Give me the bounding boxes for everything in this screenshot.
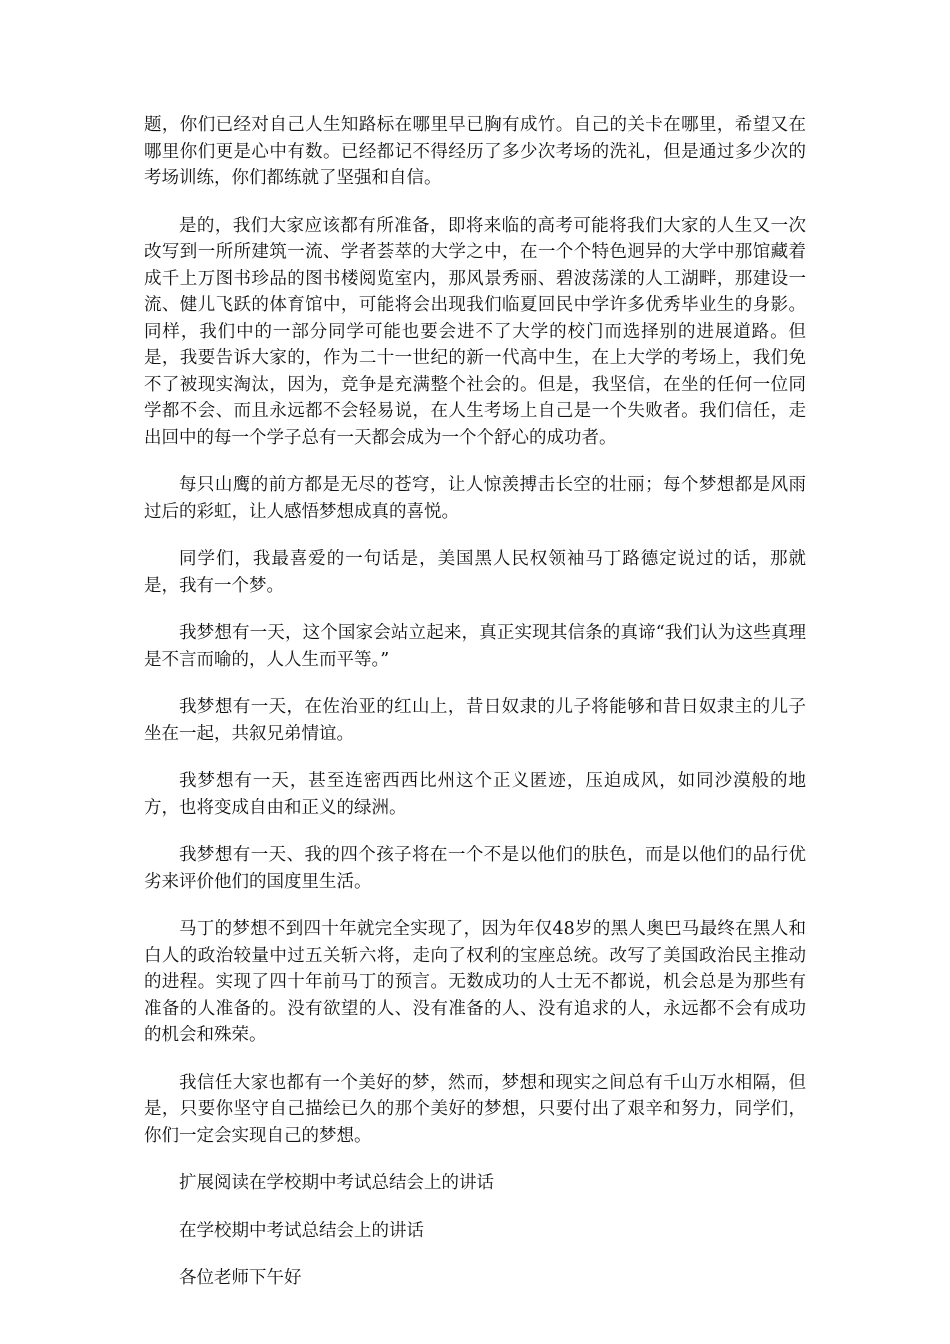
paragraph-eagle: 每只山鹰的前方都是无尽的苍穹，让人惊羡搏击长空的壮丽；每个梦想都是风雨过后的彩虹，让人感悟梦想成真的喜悦。 [144,475,806,522]
paragraph-obama: 马丁的梦想不到四十年就完全实现了，因为年仅48岁的黑人奥巴马最终在黑人和白人的政治较量中过五关斩六将，走向了权利的宝座总统。改写了美国政治民主推动的进程。实现了四十年前马丁的预言。无数成功的人士无不都说，机会总是为那些有准备的人准备的。没有欲望的人、没有准备的人、没有追求的人，永远都不会有成功的机会和殊荣。 [144,919,806,1045]
paragraph-i-have-a-dream-intro: 同学们，我最喜爱的一句话是，美国黑人民权领袖马丁路德定说过的话，那就是，我有一个梦。 [144,549,806,596]
paragraph-dream-4: 我梦想有一天、我的四个孩子将在一个不是以他们的肤色，而是以他们的品行优劣来评价他们的国度里生活。 [144,845,806,892]
extended-reading-heading: 扩展阅读在学校期中考试总结会上的讲话 [179,1173,494,1193]
paragraph-dream-3: 我梦想有一天，甚至连密西西比州这个正义匿迹，压迫成风，如同沙漠般的地方，也将变成自由和正义的绿洲。 [144,771,806,818]
paragraph-college-exam: 是的，我们大家应该都有所准备，即将来临的高考可能将我们大家的人生又一次改写到一所所建筑一流、学者荟萃的大学之中，在一个个特色迥异的大学中那馆藏着成千上万图书珍品的图书楼阅览室内，那风景秀丽、碧波荡漾的人工湖畔，那建设一流、健儿飞跃的体育馆中，可能将会出现我们临夏回民中学许多优秀毕业生的身影。同样，我们中的一部分同学可能也要会进不了大学的校门而选择别的进展道路。但是，我要告诉大家的，作为二十一世纪的新一代高中生，在上大学的考场上，我们免不了被现实淘汰，因为，竞争是充满整个社会的。但是，我坚信，在坐的任何一位同学都不会、而且永远都不会轻易说，在人生考场上自己是一个失败者。我们信任，走出回中的每一个学子总有一天都会成为一个个舒心的成功者。 [144,215,806,448]
paragraph-conclusion: 我信任大家也都有一个美好的梦，然而，梦想和现实之间总有千山万水相隔，但是，只要你坚守自己描绘已久的那个美好的梦想，只要付出了艰辛和努力，同学们，你们一定会实现自己的梦想。 [144,1072,806,1146]
speech-greeting: 各位老师下午好 [179,1268,302,1288]
paragraph-dream-1: 我梦想有一天，这个国家会站立起来，真正实现其信条的真谛“我们认为这些真理是不言而喻的，人人生而平等。” [144,623,806,670]
paragraph-continuation: 题，你们已经对自己人生知路标在哪里早已胸有成竹。自己的关卡在哪里，希望又在哪里你们更是心中有数。已经都记不得经历了多少次考场的洗礼，但是通过多少次的考场训练，你们都练就了坚强和自信。 [144,115,806,188]
speech-title: 在学校期中考试总结会上的讲话 [179,1220,424,1241]
document-body [144,112,806,1313]
paragraph-dream-2: 我梦想有一天，在佐治亚的红山上，昔日奴隶的儿子将能够和昔日奴隶主的儿子坐在一起，共叙兄弟情谊。 [144,697,806,744]
